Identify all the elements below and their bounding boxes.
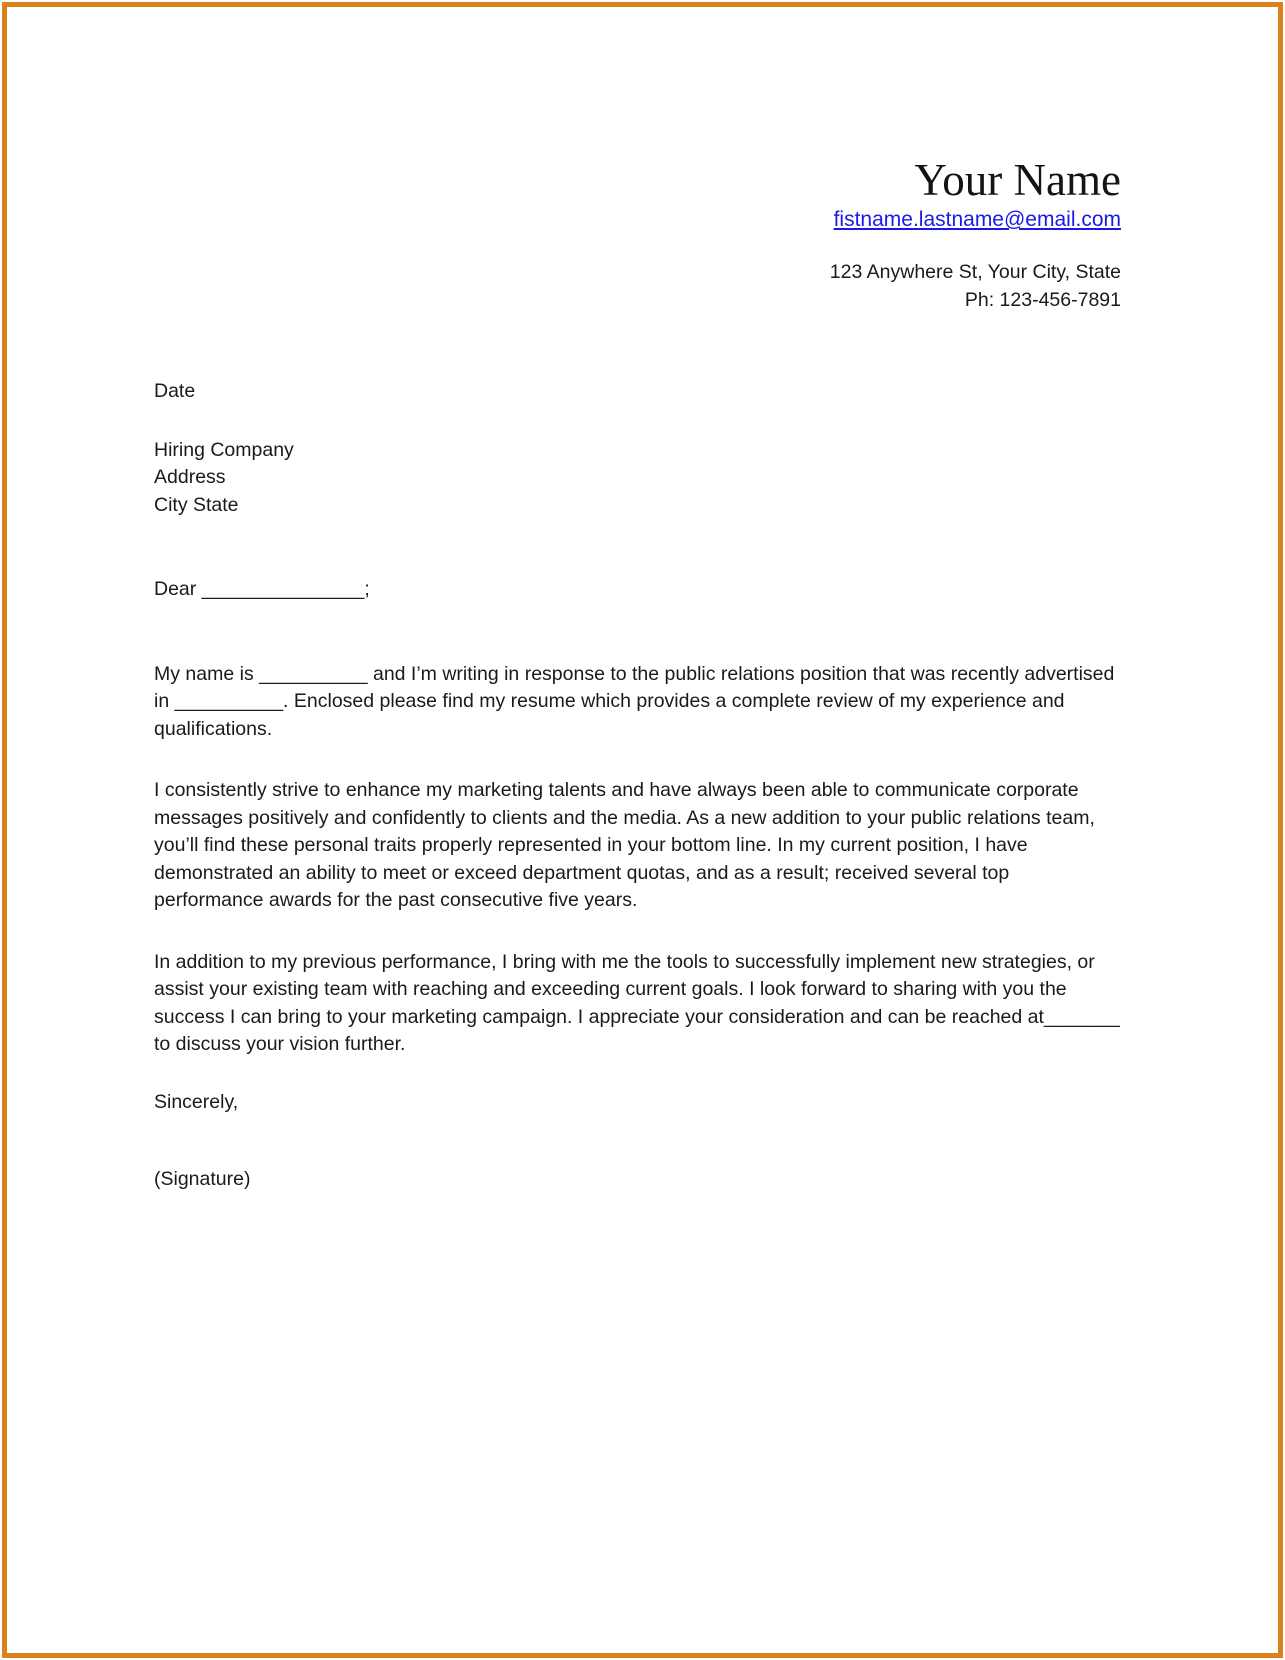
sender-email-row	[154, 207, 1121, 233]
sender-address-block	[154, 259, 1121, 314]
salutation: Dear _______________;	[154, 578, 370, 600]
letter-header	[154, 7, 1121, 314]
letter-page	[2, 2, 1283, 1658]
letter-content	[7, 7, 1278, 1194]
date-placeholder: Date	[154, 380, 196, 402]
closing-sincerely: Sincerely,	[154, 1090, 239, 1113]
signature-placeholder: (Signature)	[154, 1168, 251, 1190]
sender-name: Your Name	[914, 155, 1121, 205]
paragraph-call-to-action: In addition to my previous performance, I bring with me the tools to successfully implement new strategies, or assist your existing team with reaching and exceeding current goals. I look forward to sharing with you the success I can bring to your marketing campaign. I appreciate your consideration and can be reached at_______ to discuss your vision further.	[154, 950, 1120, 1055]
recipient-city-state: City State	[154, 493, 239, 516]
sender-email-link[interactable]: fistname.lastname@email.com	[833, 208, 1121, 231]
sender-phone: Ph: 123-456-7891	[964, 288, 1121, 311]
recipient-company: Hiring Company	[154, 438, 294, 461]
recipient-address: Address	[154, 466, 226, 488]
paragraph-experience: I consistently strive to enhance my marketing talents and have always been able to communicate corporate messages positively and confidently to clients and the media. As a new addition to your public relations team, you’ll find these personal traits properly represented in your bottom line. In my current position, I have demonstrated an ability to meet or exceed department quotas, and as a result; received several top performance awards for the past consecutive five years.	[154, 779, 1095, 911]
recipient-block	[154, 437, 1121, 520]
sender-street-address: 123 Anywhere St, Your City, State	[829, 261, 1121, 283]
paragraph-introduction: My name is __________ and I’m writing in response to the public relations position that was recently advertised in __________. Enclosed please find my resume which provides a complete review of my experience and qualifications.	[154, 662, 1115, 740]
